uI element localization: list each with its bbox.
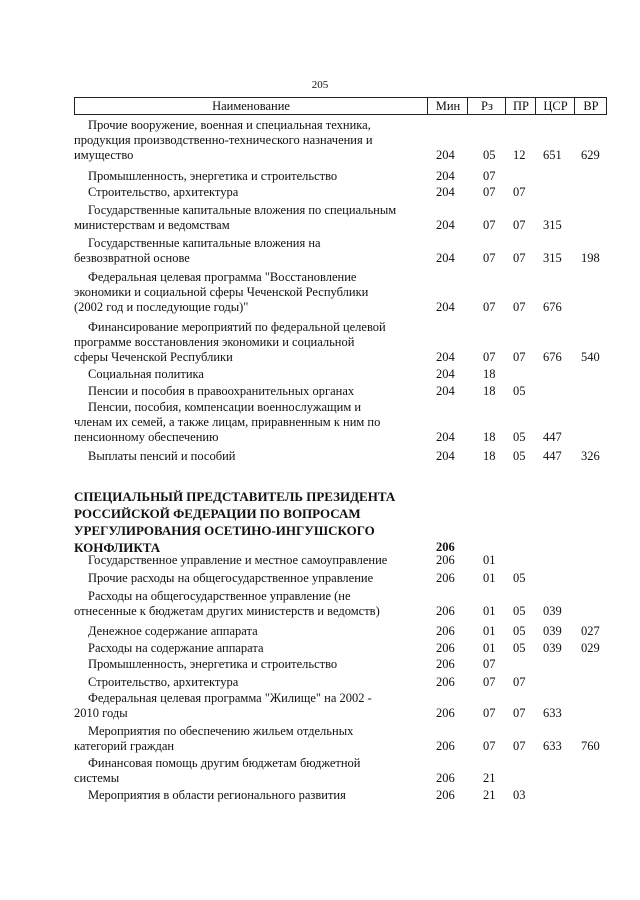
code-min: 206 xyxy=(436,788,455,802)
code-rz: 18 xyxy=(483,449,496,463)
page-number: 205 xyxy=(311,79,329,91)
code-rz: 01 xyxy=(483,571,496,585)
code-pr: 05 xyxy=(513,604,526,618)
table-row xyxy=(74,589,605,619)
table-row xyxy=(74,400,605,445)
header-vr: ВР xyxy=(574,98,607,114)
row-name xyxy=(74,571,426,586)
code-rz: 01 xyxy=(483,553,496,567)
code-pr: 07 xyxy=(513,185,526,199)
code-csr: 447 xyxy=(543,449,562,463)
row-name-line: Федеральная целевая программа "Восстановление xyxy=(88,270,357,284)
code-csr: 039 xyxy=(543,641,562,655)
code-csr: 315 xyxy=(543,251,562,265)
code-rz: 21 xyxy=(483,788,496,802)
code-min: 204 xyxy=(436,384,455,398)
code-pr: 07 xyxy=(513,251,526,265)
code-min: 204 xyxy=(436,449,455,463)
table-row xyxy=(74,788,605,803)
row-name xyxy=(74,641,426,656)
row-name-line: пенсионному обеспечению xyxy=(74,430,219,444)
row-name-line: Государственные капитальные вложения на xyxy=(88,236,321,250)
table-row xyxy=(74,691,605,721)
table-row xyxy=(74,553,605,568)
code-rz: 05 xyxy=(483,148,496,162)
row-name-line: системы xyxy=(74,771,120,785)
row-name-line: категорий граждан xyxy=(74,739,175,753)
row-name-line: экономики и социальной сферы Чеченской Республики xyxy=(74,285,369,299)
code-pr: 07 xyxy=(513,350,526,364)
row-name xyxy=(74,203,426,233)
table-row xyxy=(74,367,605,382)
heading-line: УРЕГУЛИРОВАНИЯ ОСЕТИНО-ИНГУШСКОГО xyxy=(74,523,375,538)
code-csr: 315 xyxy=(543,218,562,232)
code-csr: 039 xyxy=(543,624,562,638)
header-pr: ПР xyxy=(505,98,536,114)
row-name xyxy=(74,185,426,200)
row-name xyxy=(74,788,426,803)
code-vr: 027 xyxy=(581,624,600,638)
code-pr: 07 xyxy=(513,218,526,232)
row-name-line: продукция производственно-технического назначения и xyxy=(74,133,373,147)
table-row xyxy=(74,724,605,754)
code-min: 204 xyxy=(436,169,455,183)
row-name xyxy=(74,675,426,690)
code-csr: 039 xyxy=(543,604,562,618)
heading-line: КОНФЛИКТА xyxy=(74,540,161,555)
code-rz: 07 xyxy=(483,185,496,199)
code-csr: 676 xyxy=(543,350,562,364)
row-name xyxy=(74,384,426,399)
code-rz: 07 xyxy=(483,657,496,671)
row-name-line: Промышленность, энергетика и строительство xyxy=(88,169,338,183)
code-rz: 07 xyxy=(483,300,496,314)
code-rz: 01 xyxy=(483,624,496,638)
code-min: 204 xyxy=(436,218,455,232)
row-name-line: Расходы на общегосударственное управление (не xyxy=(88,589,351,603)
code-vr: 198 xyxy=(581,251,600,265)
header-rz: Рз xyxy=(467,98,506,114)
code-vr: 326 xyxy=(581,449,600,463)
row-name-line: Денежное содержание аппарата xyxy=(88,624,258,638)
code-rz: 01 xyxy=(483,604,496,618)
row-name-line: Финансирование мероприятий по федеральной целевой xyxy=(88,320,386,334)
code-rz: 18 xyxy=(483,367,496,381)
code-rz: 07 xyxy=(483,706,496,720)
row-name-line: Мероприятия в области регионального развития xyxy=(88,788,346,802)
code-min: 206 xyxy=(436,624,455,638)
row-name-line: отнесенные к бюджетам других министерств и ведомств) xyxy=(74,604,380,618)
code-pr: 05 xyxy=(513,384,526,398)
row-name xyxy=(74,320,426,365)
row-name xyxy=(74,589,426,619)
code-min: 204 xyxy=(436,350,455,364)
row-name xyxy=(74,367,426,382)
code-min: 206 xyxy=(436,657,455,671)
code-csr: 633 xyxy=(543,739,562,753)
table-row xyxy=(74,756,605,786)
row-name-line: членам их семей, а также лицам, приравненным к ним по xyxy=(74,415,381,429)
header-name: Наименование xyxy=(212,99,290,113)
row-name-line: Пенсии и пособия в правоохранительных органах xyxy=(88,384,355,398)
row-name xyxy=(74,691,426,721)
code-rz: 07 xyxy=(483,251,496,265)
code-pr: 03 xyxy=(513,788,526,802)
row-name-line: Прочие расходы на общегосударственное управление xyxy=(88,571,374,585)
row-name-line: 2010 годы xyxy=(74,706,128,720)
code-min: 206 xyxy=(436,771,455,785)
row-name-line: Государственное управление и местное самоуправление xyxy=(88,553,388,567)
code-rz: 18 xyxy=(483,384,496,398)
row-name-line: Расходы на содержание аппарата xyxy=(88,641,264,655)
code-rz: 07 xyxy=(483,169,496,183)
row-name xyxy=(74,118,426,163)
row-name xyxy=(74,756,426,786)
code-rz: 07 xyxy=(483,739,496,753)
table-row xyxy=(74,641,605,656)
row-name xyxy=(74,169,426,184)
header-csr: ЦСР xyxy=(535,98,575,114)
code-min: 206 xyxy=(436,675,455,689)
section-2-heading xyxy=(74,488,454,556)
code-pr: 12 xyxy=(513,148,526,162)
table-header xyxy=(74,97,607,115)
code-csr: 651 xyxy=(543,148,562,162)
row-name xyxy=(74,449,426,464)
table-row xyxy=(74,449,605,464)
row-name-line: Федеральная целевая программа "Жилище" на 2002 - xyxy=(88,691,372,705)
code-csr: 676 xyxy=(543,300,562,314)
table-row xyxy=(74,185,605,200)
table-row xyxy=(74,169,605,184)
row-name-line: (2002 год и последующие годы)" xyxy=(74,300,249,314)
table-row xyxy=(74,236,605,266)
code-min: 206 xyxy=(436,641,455,655)
table-row xyxy=(74,384,605,399)
row-name-line: Прочие вооружение, военная и специальная техника, xyxy=(88,118,371,132)
row-name-line: Финансовая помощь другим бюджетам бюджетной xyxy=(88,756,361,770)
code-min: 206 xyxy=(436,553,455,567)
code-vr: 760 xyxy=(581,739,600,753)
row-name xyxy=(74,236,426,266)
code-pr: 07 xyxy=(513,739,526,753)
row-name-line: Мероприятия по обеспечению жильем отдельных xyxy=(88,724,354,738)
row-name-line: сферы Чеченской Республики xyxy=(74,350,233,364)
code-min: 204 xyxy=(436,300,455,314)
row-name-line: министерствам и ведомствам xyxy=(74,218,230,232)
code-min: 204 xyxy=(436,148,455,162)
heading-line: РОССИЙСКОЙ ФЕДЕРАЦИИ ПО ВОПРОСАМ xyxy=(74,506,361,521)
row-name xyxy=(74,270,426,315)
table-row xyxy=(74,320,605,365)
code-min: 204 xyxy=(436,367,455,381)
row-name-line: Пенсии, пособия, компенсации военнослужащим и xyxy=(88,400,362,414)
code-pr: 07 xyxy=(513,675,526,689)
heading-line: СПЕЦИАЛЬНЫЙ ПРЕДСТАВИТЕЛЬ ПРЕЗИДЕНТА xyxy=(74,489,396,504)
code-rz: 01 xyxy=(483,641,496,655)
code-min: 204 xyxy=(436,251,455,265)
code-min: 206 xyxy=(436,739,455,753)
code-vr: 029 xyxy=(581,641,600,655)
row-name-line: программе восстановления экономики и социальной xyxy=(74,335,355,349)
row-name-line: имущество xyxy=(74,148,134,162)
row-name-line: Социальная политика xyxy=(88,367,204,381)
code-rz: 07 xyxy=(483,350,496,364)
heading-min-code: 206 xyxy=(436,540,455,554)
table-row xyxy=(74,571,605,586)
table-row xyxy=(74,624,605,639)
code-min: 206 xyxy=(436,706,455,720)
code-min: 204 xyxy=(436,185,455,199)
table-row xyxy=(74,270,605,315)
row-name-line: Строительство, архитектура xyxy=(88,675,239,689)
code-csr: 447 xyxy=(543,430,562,444)
code-min: 206 xyxy=(436,571,455,585)
table-row xyxy=(74,675,605,690)
row-name xyxy=(74,400,426,445)
code-csr: 633 xyxy=(543,706,562,720)
row-name-line: Выплаты пенсий и пособий xyxy=(88,449,236,463)
row-name xyxy=(74,724,426,754)
code-rz: 07 xyxy=(483,218,496,232)
code-pr: 05 xyxy=(513,571,526,585)
code-pr: 05 xyxy=(513,624,526,638)
row-name-line: Государственные капитальные вложения по специальным xyxy=(88,203,397,217)
table-row xyxy=(74,203,605,233)
code-min: 206 xyxy=(436,604,455,618)
code-pr: 07 xyxy=(513,706,526,720)
row-name-line: безвозвратной основе xyxy=(74,251,190,265)
row-name xyxy=(74,624,426,639)
code-rz: 07 xyxy=(483,675,496,689)
code-pr: 07 xyxy=(513,300,526,314)
row-name xyxy=(74,553,426,568)
row-name xyxy=(74,657,426,672)
header-min: Мин xyxy=(427,98,468,114)
code-rz: 21 xyxy=(483,771,496,785)
code-vr: 540 xyxy=(581,350,600,364)
code-pr: 05 xyxy=(513,449,526,463)
table-row xyxy=(74,118,605,163)
code-rz: 18 xyxy=(483,430,496,444)
table-row xyxy=(74,657,605,672)
row-name-line: Промышленность, энергетика и строительство xyxy=(88,657,338,671)
code-pr: 05 xyxy=(513,641,526,655)
code-vr: 629 xyxy=(581,148,600,162)
code-pr: 05 xyxy=(513,430,526,444)
row-name-line: Строительство, архитектура xyxy=(88,185,239,199)
code-min: 204 xyxy=(436,430,455,444)
